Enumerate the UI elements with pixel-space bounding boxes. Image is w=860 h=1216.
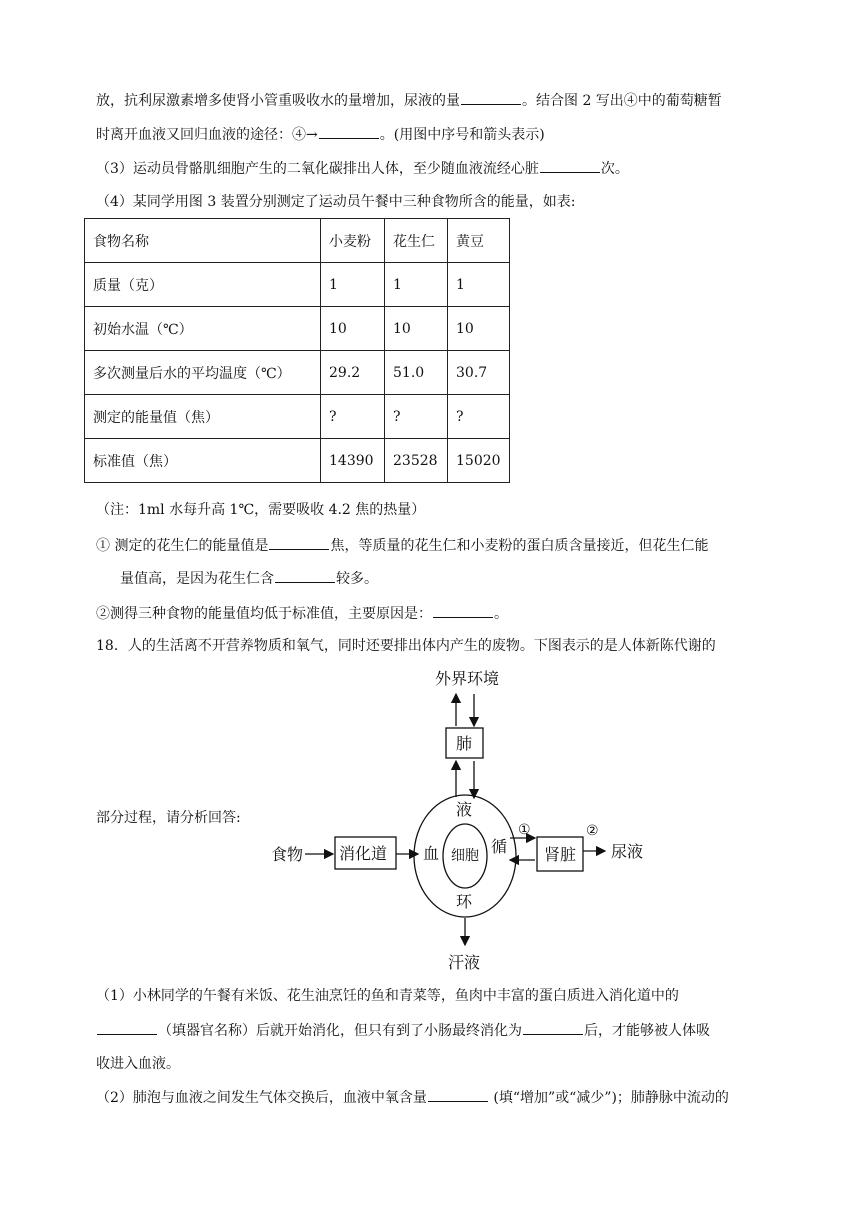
text-line-4: （4）某同学用图 3 装置分别测定了运动员午餐中三种食物所含的能量，如表:	[96, 194, 576, 210]
table-cell: 10	[321, 307, 385, 351]
table-cell: 标准值（焦）	[85, 439, 321, 483]
table-cell: 1	[448, 263, 510, 307]
part-2-line	[96, 1087, 729, 1108]
text-seg: 放，抗利尿激素增多使肾小管重吸收水的量增加，尿液的量	[96, 93, 460, 109]
table-row	[85, 219, 510, 263]
text-seg: ① 测定的花生仁的能量值是	[96, 538, 269, 554]
table-cell: 15020	[448, 439, 510, 483]
answer-blank[interactable]	[97, 1020, 157, 1035]
text-seg: 较多。	[336, 571, 378, 587]
kidney-label: 肾脏	[544, 845, 577, 864]
cell-label: 细胞	[451, 848, 479, 864]
table-note: （注：1ml 水每升高 1℃，需要吸收 4.2 焦的热量）	[96, 502, 426, 518]
answer-blank[interactable]	[428, 1087, 488, 1102]
table-cell: 10	[385, 307, 448, 351]
table-cell: 14390	[321, 439, 385, 483]
text-seg: 。(用图中序号和箭头表示)	[379, 127, 545, 143]
table-row	[85, 395, 510, 439]
answer-blank[interactable]	[433, 603, 493, 618]
text-seg: 。	[494, 606, 508, 622]
table-cell: ?	[321, 395, 385, 439]
food-label: 食物	[271, 845, 304, 864]
text-seg: 次。	[600, 161, 629, 177]
table-cell: ?	[448, 395, 510, 439]
food-energy-table	[84, 218, 510, 483]
table-cell: 23528	[385, 439, 448, 483]
answer-blank[interactable]	[269, 535, 329, 550]
table-row	[85, 307, 510, 351]
table-cell: 10	[448, 307, 510, 351]
question-1-line-b	[120, 568, 378, 589]
marker-2: ②	[586, 823, 599, 839]
table-cell: 初始水温（℃）	[85, 307, 321, 351]
lung-label: 肺	[456, 734, 473, 753]
answer-blank[interactable]	[461, 90, 521, 105]
table-cell: 小麦粉	[321, 219, 385, 263]
answer-blank[interactable]	[523, 1020, 583, 1035]
text-seg: 时离开血液又回归血液的途径：④→	[96, 127, 318, 143]
part-1-line-c: 收进入血液。	[96, 1056, 180, 1072]
answer-blank[interactable]	[319, 124, 379, 139]
text-seg: （填器官名称）后就开始消化，但只有到了小肠最终消化为	[158, 1023, 522, 1039]
text-seg: (填“增加”或“减少”)；肺静脉中流动的	[488, 1090, 729, 1106]
question-18-stem-cont: 部分过程，请分析回答:	[96, 810, 241, 826]
question-1-line-a	[96, 535, 708, 556]
ring-char-xun: 循	[491, 837, 508, 856]
question-18-stem: 18．人的生活离不开营养物质和氧气，同时还要排出体内产生的废物。下图表示的是人体新陈代谢的	[96, 638, 716, 654]
table-row	[85, 263, 510, 307]
text-seg: 量值高，是因为花生仁含	[120, 571, 274, 587]
text-line-1	[96, 90, 722, 111]
text-seg: 焦，等质量的花生仁和小麦粉的蛋白质含量接近，但花生仁能	[330, 538, 709, 554]
ring-char-xue: 血	[423, 844, 440, 863]
table-cell: ?	[385, 395, 448, 439]
table-cell: 食物名称	[85, 219, 321, 263]
external-environment-label: 外界环境	[435, 669, 500, 688]
table-row	[85, 439, 510, 483]
table-cell: 多次测量后水的平均温度（℃）	[85, 351, 321, 395]
ring-char-ye: 液	[456, 800, 473, 819]
table-cell: 29.2	[321, 351, 385, 395]
urine-label: 尿液	[611, 842, 644, 861]
text-seg: （3）运动员骨骼肌细胞产生的二氧化碳排出人体，至少随血液流经心脏	[96, 161, 539, 177]
table-cell: 质量（克）	[85, 263, 321, 307]
answer-blank[interactable]	[540, 158, 600, 173]
text-line-2	[96, 124, 545, 145]
table-cell: 黄豆	[448, 219, 510, 263]
table-cell: 1	[321, 263, 385, 307]
question-2-line	[96, 603, 508, 624]
table-cell: 测定的能量值（焦）	[85, 395, 321, 439]
table-cell: 花生仁	[385, 219, 448, 263]
part-1-line-a: （1）小林同学的午餐有米饭、花生油烹饪的鱼和青菜等，鱼肉中丰富的蛋白质进入消化道中的	[96, 988, 679, 1004]
text-seg: 。结合图 2 写出④中的葡萄糖暂	[522, 93, 722, 109]
text-seg: ②测得三种食物的能量值均低于标准值，主要原因是：	[96, 606, 432, 622]
metabolism-diagram	[255, 662, 655, 980]
table-cell: 51.0	[385, 351, 448, 395]
part-1-line-b	[96, 1020, 710, 1041]
table-row	[85, 351, 510, 395]
text-line-3	[96, 158, 629, 179]
answer-blank[interactable]	[275, 568, 335, 583]
text-seg: 后，才能够被人体吸	[584, 1023, 710, 1039]
ring-char-huan: 环	[456, 892, 473, 911]
table-cell: 1	[385, 263, 448, 307]
marker-1: ①	[518, 822, 531, 838]
sweat-label: 汗液	[448, 953, 481, 972]
digestive-tract-label: 消化道	[339, 844, 388, 863]
table-cell: 30.7	[448, 351, 510, 395]
text-seg: （2）肺泡与血液之间发生气体交换后，血液中氧含量	[96, 1090, 427, 1106]
